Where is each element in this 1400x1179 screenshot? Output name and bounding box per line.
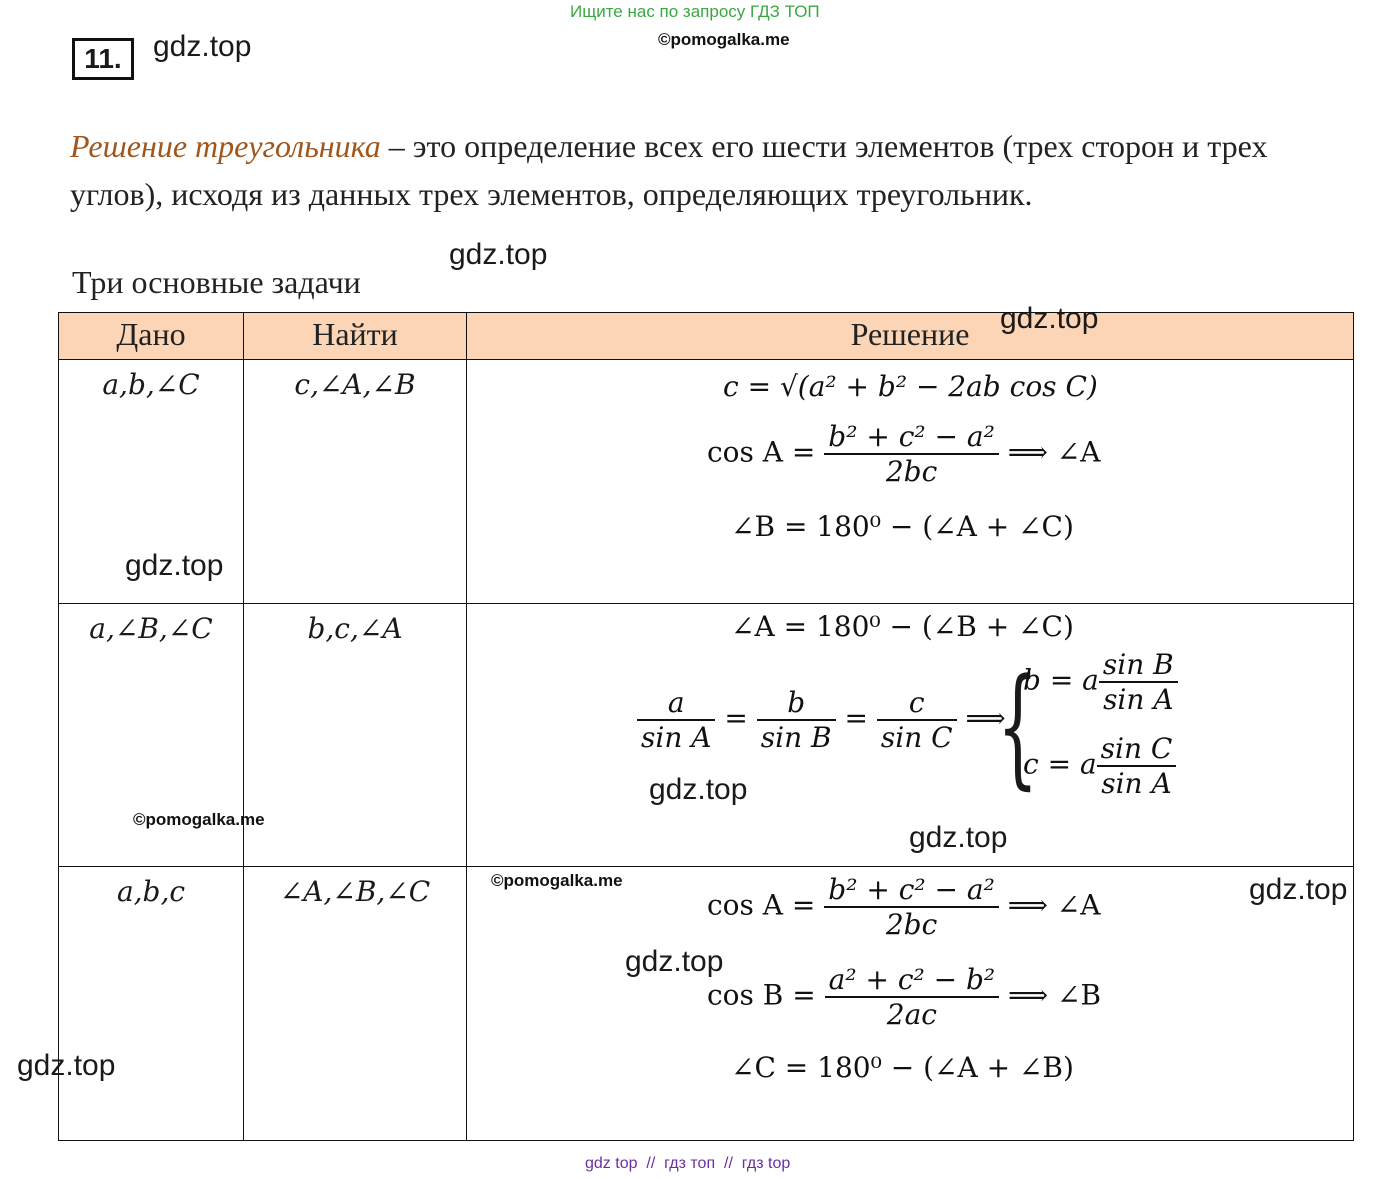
fraction-numerator: b <box>787 686 806 720</box>
search-hint: Ищите нас по запросу ГДЗ ТОП <box>570 2 820 21</box>
find-cell: c,∠A,∠B <box>244 360 467 604</box>
header-given: Дано <box>59 313 244 360</box>
formula-cos-a <box>707 420 1100 488</box>
fraction-numerator: b² + c² − a² <box>828 420 995 454</box>
formula-angle-a: ∠A = 180⁰ − (∠B + ∠C) <box>731 610 1074 644</box>
fraction-denominator: sin A <box>1099 681 1178 716</box>
task-number: 11. <box>72 38 134 80</box>
subtitle: Три основные задачи <box>72 264 361 300</box>
formula-lhs: cos A = <box>707 888 825 922</box>
fraction <box>824 420 999 488</box>
watermark-pomogalka: ©pomogalka.me <box>491 871 623 890</box>
watermark-gdz: gdz.top <box>125 549 224 582</box>
formula-rhs: ⟹ ∠A <box>998 888 1101 922</box>
fraction <box>824 873 999 941</box>
solutions-table <box>58 312 1354 1141</box>
footer-links[interactable]: gdz top // гдз топ // гдз top <box>585 1155 791 1172</box>
formula-cos-b <box>707 963 1101 1031</box>
formula-b-result <box>1023 648 1178 716</box>
fraction-denominator: 2bc <box>824 453 999 488</box>
header-find: Найти <box>244 313 467 360</box>
fraction <box>757 686 836 754</box>
fraction-numerator: a <box>667 686 685 720</box>
formula-law-of-sines: $\frac{a}{\text{sin A}}$ = $\frac{b}{\text{sin B}}$ = $\frac{c}{\text{sin C}}$ ⟹ <box>637 686 1006 754</box>
fraction-denominator: sin A <box>1097 765 1177 800</box>
formula-rhs: ⟹ ∠A <box>998 435 1101 469</box>
intro-paragraph <box>70 122 1350 218</box>
fraction-numerator: b² + c² − a² <box>828 872 995 906</box>
formula-angle-b: ∠B = 180⁰ − (∠A + ∠C) <box>731 510 1074 544</box>
fraction-denominator: 2bc <box>824 906 999 941</box>
fraction <box>1097 732 1177 800</box>
table-header-row <box>59 313 1354 360</box>
formula-rhs: ⟹ ∠B <box>999 978 1102 1012</box>
watermark-pomogalka: ©pomogalka.me <box>133 810 265 829</box>
site-label: gdz.top <box>153 30 252 63</box>
given-cell: a,∠B,∠C <box>59 604 244 866</box>
fraction <box>825 963 1000 1031</box>
copyright-header: ©pomogalka.me <box>658 30 790 49</box>
fraction-numerator: c <box>908 686 925 720</box>
formula-lhs: c = a <box>1023 747 1097 781</box>
watermark-gdz: gdz.top <box>1249 873 1348 906</box>
formula-angle-c: ∠C = 180⁰ − (∠A + ∠B) <box>731 1050 1074 1084</box>
brace-icon: { <box>997 650 1039 803</box>
watermark-gdz: gdz.top <box>909 821 1008 854</box>
fraction-denominator: sin A <box>637 719 715 754</box>
formula-lhs: cos A = <box>707 435 825 469</box>
intro-term: Решение треугольника <box>70 128 381 164</box>
formula-c-result <box>1023 732 1176 800</box>
formula-lhs: b = a <box>1023 663 1099 697</box>
fraction-denominator: sin B <box>757 719 836 754</box>
fraction-denominator: sin C <box>877 719 957 754</box>
find-cell: ∠A,∠B,∠C <box>244 866 467 1140</box>
watermark-gdz: gdz.top <box>625 945 724 978</box>
fraction-numerator: a² + c² − b² <box>828 962 996 996</box>
fraction <box>1099 648 1178 716</box>
formula-lhs: cos B = <box>707 978 825 1012</box>
solution-cell <box>467 360 1354 604</box>
watermark-gdz: gdz.top <box>449 238 548 271</box>
fraction-denominator: 2ac <box>825 996 1000 1031</box>
watermark-gdz: gdz.top <box>1000 302 1099 335</box>
watermark-gdz: gdz.top <box>17 1049 116 1082</box>
watermark-gdz: gdz.top <box>649 773 748 806</box>
given-cell: a,b,∠C <box>59 360 244 604</box>
table-row <box>59 360 1354 604</box>
fraction-numerator: sin B <box>1102 648 1174 682</box>
given-cell: a,b,c <box>59 866 244 1140</box>
formula-cos-a <box>707 873 1100 941</box>
header-solution: Решение <box>467 313 1354 360</box>
intro-definition: – это определение всех его шести элементов (трех сторон и трех углов), исходя из данных трех элементов, определяющих треугольник. <box>70 128 1268 212</box>
fraction <box>877 686 957 754</box>
formula-law-of-cosines: c = √(a² + b² − 2ab cos C) <box>723 370 1098 404</box>
implies-arrow: ⟹ <box>965 701 1006 735</box>
table-row <box>59 866 1354 1140</box>
fraction <box>637 686 715 754</box>
fraction-numerator: sin C <box>1100 732 1173 766</box>
find-cell: b,c,∠A <box>244 604 467 866</box>
solution-cell <box>467 866 1354 1140</box>
